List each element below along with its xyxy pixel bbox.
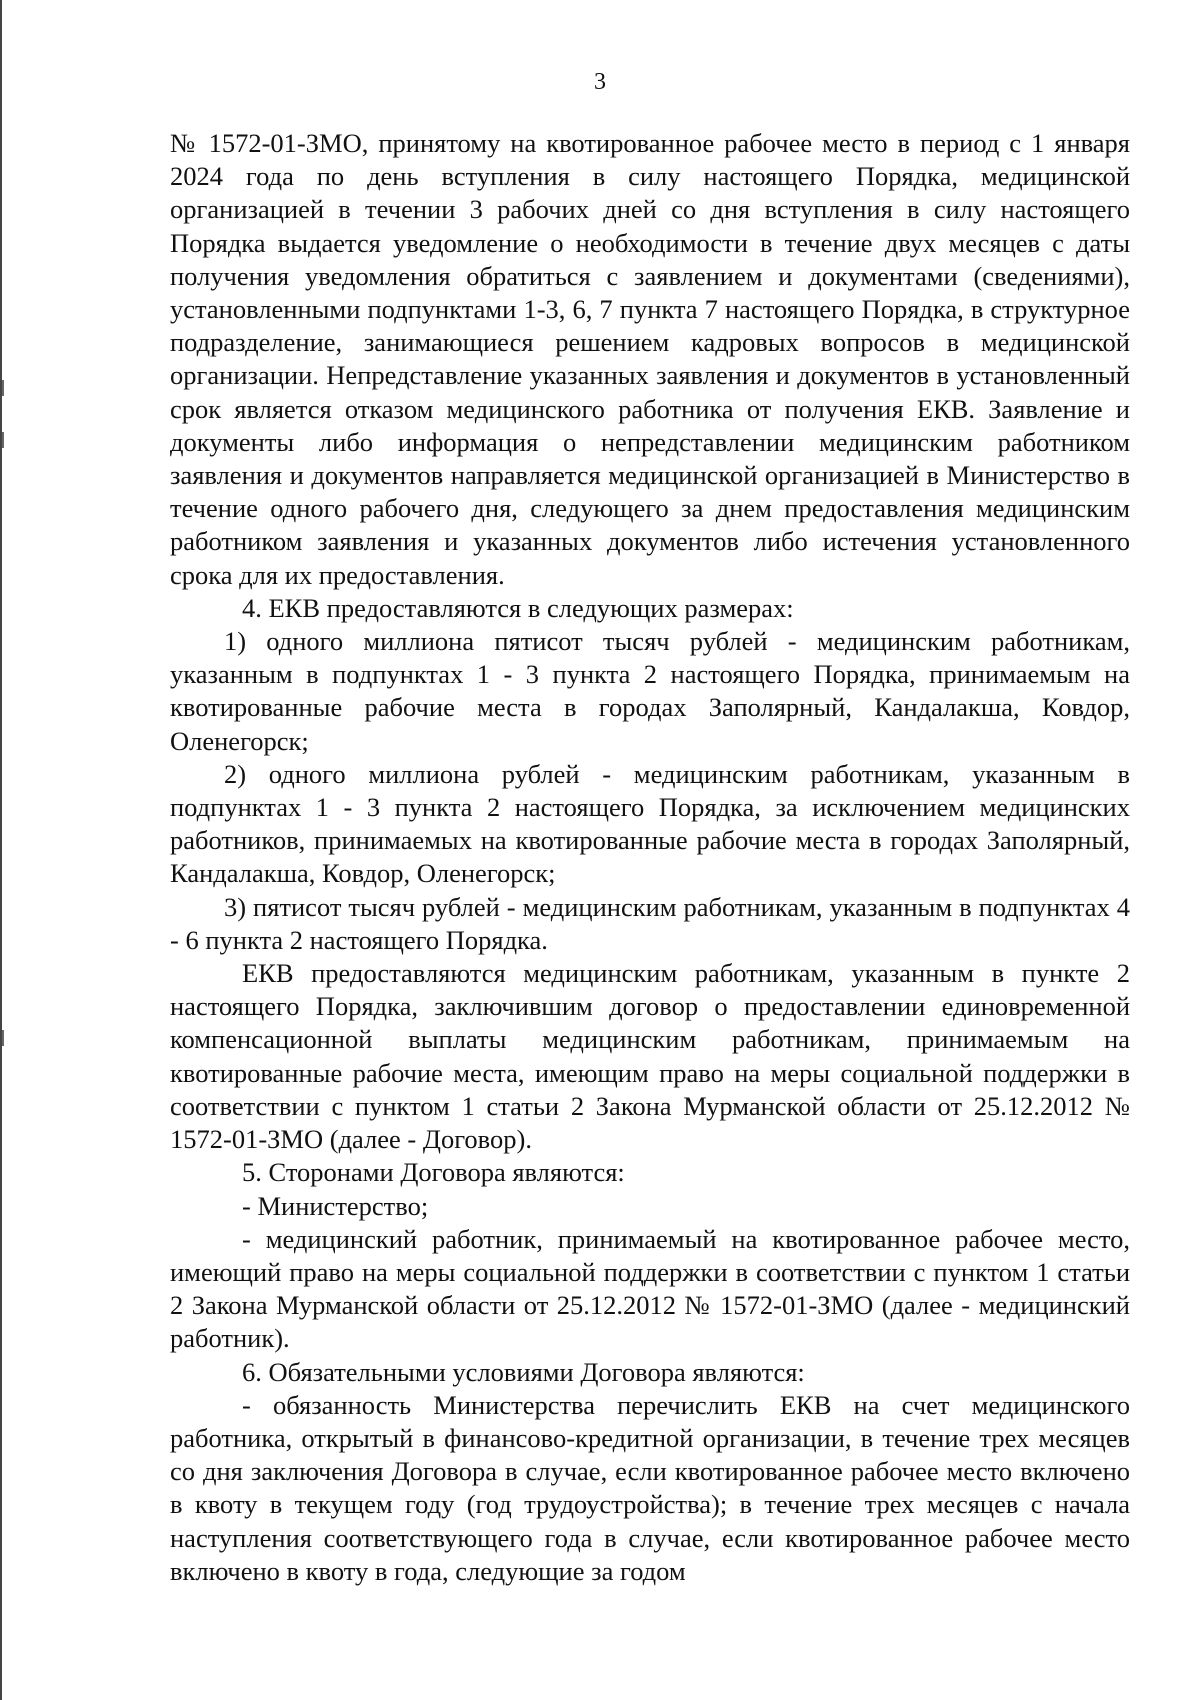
paragraph-ekv-recipients: ЕКВ предоставляются медицинским работникам, указанным в пункте 2 настоящего Порядка, заключившим договор о предоставлении единовременной компенсационной выплаты медицинским работникам, принимаемым на квотированные рабочие места, имеющим право на меры социальной поддержки в соответствии с пунктом 1 статьи 2 Закона Мурманской области от 25.12.2012 № 1572-01-ЗМО (далее - Договор).: [170, 958, 1130, 1155]
paragraph-clause-4: 4. ЕКВ предоставляются в следующих размерах:: [242, 592, 794, 623]
paragraph-subclause-3: 3) пятисот тысяч рублей - медицинским работникам, указанным в подпунктах 4 - 6 пункта 2 настоящего Порядка.: [170, 891, 1130, 955]
paragraph-party-ministry: - Министерство;: [242, 1190, 429, 1221]
paragraph-ministry-obligation: - обязанность Министерства перечислить ЕКВ на счет медицинского работника, открытый в финансово-кредитной организации, в течение трех месяцев со дня заключения Договора в случае, если квотированное рабочее место включено в квоту в текущем году (год трудоустройства); в течение трех месяцев с начала наступления соответствующего года в случае, если квотированное рабочее место включено в квоту в года, следующие за годом: [170, 1389, 1130, 1586]
paragraph-subclause-1: 1) одного миллиона пятисот тысяч рублей - медицинским работникам, указанным в подпунктах 1 - 3 пункта 2 настоящего Порядка, принимаемым на квотированные рабочие места в городах Заполярный, Кандалакша, Ковдор, Оленегорск;: [170, 626, 1130, 756]
paragraph-party-worker: - медицинский работник, принимаемый на квотированное рабочее место, имеющий право на меры социальной поддержки в соответствии с пунктом 1 статьи 2 Закона Мурманской области от 25.12.2012 № 1572-01-ЗМО (далее - медицинский работник).: [170, 1223, 1130, 1354]
scan-edge-mark: [2, 1030, 4, 1046]
page-number: 3: [594, 69, 606, 95]
paragraph-clause-5: 5. Сторонами Договора являются:: [242, 1157, 625, 1188]
paragraph-clause-6: 6. Обязательными условиями Договора являются:: [242, 1356, 805, 1387]
paragraph-continuation: № 1572-01-ЗМО, принятому на квотированное рабочее место в период с 1 января 2024 года по день вступления в силу настоящего Порядка, медицинской организацией в течении 3 рабочих дней со дня вступления в силу настоящего Порядка выдается уведомление о необходимости в течение двух месяцев с даты получения уведомления обратиться с заявлением и документами (сведениями), установленными подпунктами 1-3, 6, 7 пункта 7 настоящего Порядка, в структурное подразделение, занимающиеся решением кадровых вопросов в медицинской организации. Непредставление указанных заявления и документов в установленный срок является отказом медицинского работника от получения ЕКВ. Заявление и документы либо информация о непредставлении медицинским работником заявления и документов направляется медицинской организацией в Министерство в течение одного рабочего дня, следующего за днем предоставления медицинским работником заявления и указанных документов либо истечения установленного срока для их предоставления.: [170, 128, 1130, 590]
scan-edge-line: [0, 0, 2, 1700]
document-body: [170, 127, 1130, 1588]
scan-edge-mark: [2, 380, 4, 396]
paragraph-subclause-2: 2) одного миллиона рублей - медицинским работникам, указанным в подпунктах 1 - 3 пункта 2 настоящего Порядка, за исключением медицинских работников, принимаемых на квотированные рабочие места в городах Заполярный, Кандалакша, Ковдор, Оленегорск;: [170, 758, 1130, 889]
scan-edge-mark: [2, 432, 4, 448]
